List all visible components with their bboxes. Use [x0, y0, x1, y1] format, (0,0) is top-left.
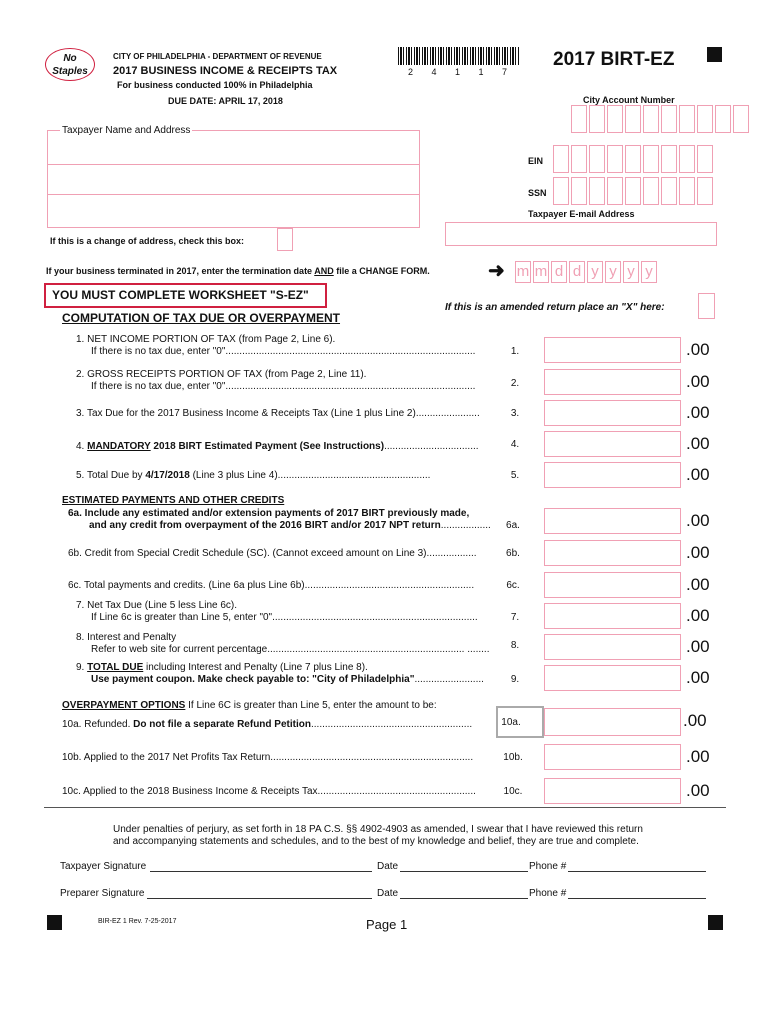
- line-10c-cents: .00: [686, 781, 710, 800]
- line-1-cents: .00: [686, 340, 710, 359]
- termination-text-a: If your business terminated in 2017, enter the termination date: [46, 266, 315, 276]
- department-name: CITY OF PHILADELPHIA - DEPARTMENT OF REVENUE: [113, 52, 322, 61]
- barcode: [398, 47, 520, 65]
- taxpayer-name-address-label: Taxpayer Name and Address: [62, 125, 191, 136]
- form-code: 2017 BIRT-EZ: [553, 49, 675, 70]
- worksheet-notice: YOU MUST COMPLETE WORKSHEET "S-EZ": [44, 283, 327, 308]
- amended-label: If this is an amended return place an "X" here:: [445, 302, 665, 313]
- line-1-text-a: 1. NET INCOME PORTION OF TAX (from Page 2, Line 6).: [76, 334, 336, 345]
- line-9-cents: .00: [686, 668, 710, 687]
- line-10a-bold: Do not file a separate Refund Petition: [133, 719, 311, 730]
- line-4-mandatory: MANDATORY: [87, 441, 151, 452]
- section-divider: [44, 807, 726, 808]
- taxpayer-date-label: Date: [377, 861, 399, 872]
- line-5-prefix: 5. Total Due by: [76, 470, 146, 481]
- line-10a-number: 10a.: [501, 717, 521, 728]
- line-10a-dots: ..........................................................: [310, 719, 473, 730]
- line-2-text-a: 2. GROSS RECEIPTS PORTION OF TAX (from Page 2, Line 11).: [76, 369, 367, 380]
- ein-cells[interactable]: [553, 145, 715, 173]
- line-8-number: 8.: [510, 640, 520, 651]
- ein-label: EIN: [528, 156, 544, 166]
- barcode-digits: 2 4 1 1 7: [408, 67, 508, 77]
- line-6b-amount-input[interactable]: [544, 540, 681, 566]
- arrow-right-icon: ➜: [488, 260, 505, 282]
- termination-label: [46, 266, 430, 276]
- city-account-label: City Account Number: [583, 95, 675, 105]
- line-9-text-a: [76, 662, 368, 674]
- taxpayer-signature-line[interactable]: [150, 871, 372, 872]
- due-date: DUE DATE: APRIL 17, 2018: [168, 96, 283, 106]
- line-10c-text: 10c. Applied to the 2018 Business Income & Receipts Tax.........................................................: [62, 786, 476, 797]
- line-7-amount-input[interactable]: [544, 603, 681, 629]
- line-10c-amount-input[interactable]: [544, 778, 681, 804]
- revision-label: BIR-EZ 1 Rev. 7-25-2017: [98, 918, 177, 925]
- line-6a-dots: ..................: [440, 520, 491, 531]
- line-6a-text-b: [89, 520, 491, 532]
- line-5-amount-input[interactable]: [544, 462, 681, 488]
- line-9-total-due: TOTAL DUE: [87, 662, 144, 673]
- penalty-text-1: Under penalties of perjury, as set forth in 18 PA C.S. §§ 4902-4903 as amended, I swear that I have reviewed this return: [113, 824, 643, 835]
- line-8-text-b: Refer to web site for current percentage....................................................................... ........: [91, 644, 490, 655]
- line-10c-number: 10c.: [503, 786, 523, 797]
- taxpayer-date-line[interactable]: [400, 871, 528, 872]
- line-6b-text: 6b. Credit from Special Credit Schedule (SC). (Cannot exceed amount on Line 3)..................: [68, 548, 477, 559]
- date-cell-4: d: [569, 261, 585, 283]
- overpayment-header: [62, 700, 437, 712]
- line-10b-number: 10b.: [503, 752, 523, 763]
- taxpayer-phone-label: Phone #: [529, 861, 567, 872]
- line-10a-prefix: 10a. Refunded.: [62, 719, 134, 730]
- no-staples-badge: [45, 48, 95, 81]
- line-7-number: 7.: [510, 612, 520, 623]
- preparer-date-label: Date: [377, 888, 399, 899]
- line-1-amount-input[interactable]: [544, 337, 681, 363]
- preparer-signature-label: Preparer Signature: [60, 888, 145, 899]
- corner-mark-bottom-left: [47, 915, 62, 930]
- overpayment-title: OVERPAYMENT OPTIONS: [62, 700, 186, 711]
- line-2-cents: .00: [686, 372, 710, 391]
- line-9-prefix: 9.: [76, 662, 88, 673]
- line-4-prefix: 4.: [76, 441, 88, 452]
- line-5-cents: .00: [686, 465, 710, 484]
- line-6c-cents: .00: [686, 575, 710, 594]
- line-10b-text: 10b. Applied to the 2017 Net Profits Tax Return.........................................................................: [62, 752, 474, 763]
- line-4-dots: ..................................: [384, 441, 479, 452]
- ssn-label: SSN: [528, 188, 547, 198]
- email-label: Taxpayer E-mail Address: [528, 209, 635, 219]
- date-cell-3: d: [551, 261, 567, 283]
- line-6c-number: 6c.: [506, 580, 520, 591]
- line-5-text: [76, 470, 430, 482]
- line-1-number: 1.: [510, 346, 520, 357]
- line-2-amount-input[interactable]: [544, 369, 681, 395]
- line-6a-text-a: 6a. Include any estimated and/or extension payments of 2017 BIRT previously made,: [68, 508, 470, 519]
- line-10b-cents: .00: [686, 747, 710, 766]
- line-2-text-b: If there is no tax due, enter "0"..........................................................................................: [91, 381, 476, 392]
- line-9-text-b: [91, 674, 484, 686]
- line-6a-cents: .00: [686, 511, 710, 530]
- date-cell-2: m: [533, 261, 549, 283]
- corner-mark-top-right: [707, 47, 722, 62]
- line-4-number: 4.: [510, 439, 520, 450]
- line-1-text-b: If there is no tax due, enter "0"..........................................................................................: [91, 346, 476, 357]
- line-3-cents: .00: [686, 403, 710, 422]
- amended-checkbox[interactable]: [698, 293, 715, 319]
- preparer-phone-line[interactable]: [568, 898, 706, 899]
- change-address-label: If this is a change of address, check this box:: [50, 236, 245, 246]
- line-6a-amount-input[interactable]: [544, 508, 681, 534]
- line-9-dots: .........................: [414, 674, 484, 685]
- line-7-cents: .00: [686, 606, 710, 625]
- date-cell-5: y: [587, 261, 603, 283]
- line-7-text-b: If Line 6c is greater than Line 5, enter "0"..........................................................................: [91, 612, 478, 623]
- line-5-number: 5.: [510, 470, 520, 481]
- taxpayer-signature-label: Taxpayer Signature: [60, 861, 147, 872]
- line-6b-cents: .00: [686, 543, 710, 562]
- taxpayer-phone-line[interactable]: [568, 871, 706, 872]
- date-cell-7: y: [623, 261, 639, 283]
- form-subtitle: For business conducted 100% in Philadelphia: [117, 80, 313, 90]
- line-6b-number: 6b.: [506, 548, 520, 559]
- line-9-text-b-bold: Use payment coupon. Make check payable to: "City of Philadelphia": [91, 674, 415, 685]
- change-address-checkbox[interactable]: [277, 228, 293, 251]
- line-10a-amount-input[interactable]: [544, 708, 681, 736]
- line-5-rest: (Line 3 plus Line 4).......................................................: [189, 470, 431, 481]
- no-staples-line2: Staples: [52, 66, 88, 77]
- form-name: 2017 BUSINESS INCOME & RECEIPTS TAX: [113, 65, 338, 77]
- line-7-text-a: 7. Net Tax Due (Line 5 less Line 6c).: [76, 600, 238, 611]
- preparer-phone-label: Phone #: [529, 888, 567, 899]
- line-4-amount-input[interactable]: [544, 431, 681, 457]
- line-8-amount-input[interactable]: [544, 634, 681, 660]
- line-9-rest: including Interest and Penalty (Line 7 plus Line 8).: [143, 662, 368, 673]
- line-2-number: 2.: [510, 378, 520, 389]
- line-10a-text: [62, 719, 472, 731]
- line-3-number: 3.: [510, 408, 520, 419]
- date-cell-8: y: [641, 261, 657, 283]
- line-8-text-a: 8. Interest and Penalty: [76, 632, 177, 643]
- line-6a-number: 6a.: [506, 520, 520, 531]
- preparer-signature-line[interactable]: [147, 898, 372, 899]
- email-input[interactable]: [445, 222, 717, 246]
- ssn-cells[interactable]: [553, 177, 715, 205]
- line-4-cents: .00: [686, 434, 710, 453]
- taxpayer-name-address-box[interactable]: [47, 130, 420, 228]
- line-4-text: [76, 441, 479, 453]
- line-5-date: 4/17/2018: [145, 470, 190, 481]
- line-3-text: 3. Tax Due for the 2017 Business Income & Receipts Tax (Line 1 plus Line 2).......................: [76, 408, 480, 419]
- date-cell-1: m: [515, 261, 531, 283]
- overpayment-text: If Line 6C is greater than Line 5, enter the amount to be:: [185, 700, 437, 711]
- line-9-amount-input[interactable]: [544, 665, 681, 691]
- preparer-date-line[interactable]: [400, 898, 528, 899]
- line-6c-amount-input[interactable]: [544, 572, 681, 598]
- termination-text-and: AND: [314, 266, 334, 276]
- city-account-number-cells[interactable]: [571, 105, 751, 133]
- page-number: Page 1: [366, 917, 408, 932]
- line-4-rest: 2018 BIRT Estimated Payment (See Instructions): [150, 441, 385, 452]
- line-6a-text-b-bold: and any credit from overpayment of the 2016 BIRT and/or 2017 NPT return: [89, 520, 441, 531]
- no-staples-line1: No: [63, 53, 77, 64]
- line-10a-cents: .00: [683, 711, 707, 730]
- line-10b-amount-input[interactable]: [544, 744, 681, 770]
- termination-text-b: file a CHANGE FORM.: [333, 266, 430, 276]
- line-3-amount-input[interactable]: [544, 400, 681, 426]
- corner-mark-bottom-right: [708, 915, 723, 930]
- termination-date-cells[interactable]: [515, 261, 659, 283]
- computation-title: COMPUTATION OF TAX DUE OR OVERPAYMENT: [62, 311, 341, 325]
- line-6c-text: 6c. Total payments and credits. (Line 6a plus Line 6b).............................................................: [68, 580, 475, 591]
- date-cell-6: y: [605, 261, 621, 283]
- estimated-payments-title: ESTIMATED PAYMENTS AND OTHER CREDITS: [62, 495, 285, 506]
- line-9-number: 9.: [510, 674, 520, 685]
- line-8-cents: .00: [686, 637, 710, 656]
- penalty-text-2: and accompanying statements and schedules, and to the best of my knowledge and belief, they are true and complete.: [113, 836, 639, 847]
